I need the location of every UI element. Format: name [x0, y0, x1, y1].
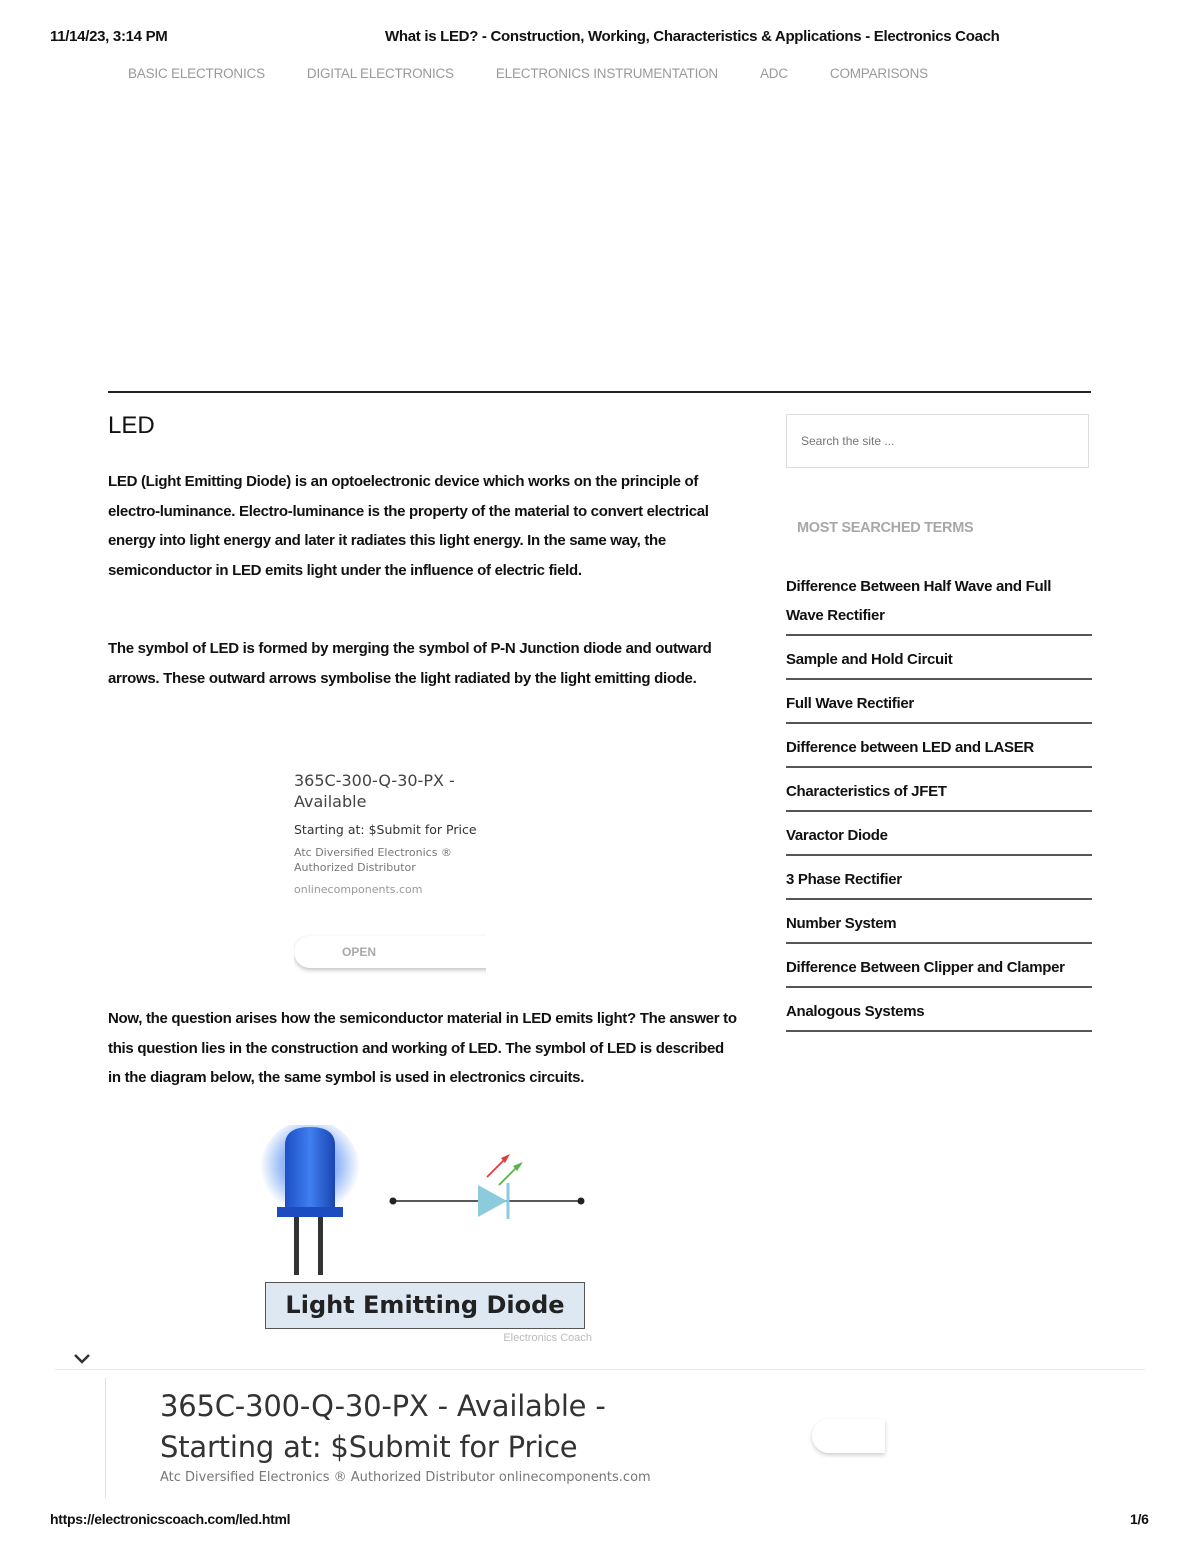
sidebar-term[interactable]: Sample and Hold Circuit — [786, 645, 1092, 680]
sidebar-term[interactable]: Characteristics of JFET — [786, 777, 1092, 812]
print-date: 11/14/23, 3:14 PM — [50, 28, 168, 45]
sidebar-term[interactable]: Difference Between Clipper and Clamper — [786, 953, 1092, 988]
diode-triangle — [478, 1185, 507, 1217]
most-searched-list — [786, 572, 1092, 1041]
sticky-ad-title[interactable] — [160, 1386, 606, 1468]
sticky-ad-button[interactable] — [812, 1419, 885, 1453]
sidebar-term[interactable]: Varactor Diode — [786, 821, 1092, 856]
nav-digital-electronics[interactable]: DIGITAL ELECTRONICS — [306, 66, 454, 81]
nav-adc[interactable]: ADC — [759, 66, 788, 81]
header-divider — [108, 391, 1091, 393]
ad-seller: Atc Diversified Electronics ® Authorized Distributor — [294, 846, 452, 874]
nav-comparisons[interactable]: COMPARISONS — [829, 66, 928, 81]
ad-open-button[interactable]: OPEN — [294, 936, 486, 968]
led-bulb — [285, 1127, 335, 1207]
sticky-ad-divider — [55, 1369, 1145, 1370]
sidebar-term[interactable]: Number System — [786, 909, 1092, 944]
led-rim — [277, 1207, 343, 1217]
led-lead-right — [318, 1217, 323, 1275]
article-paragraph-1: LED (Light Emitting Diode) is an optoelectronic device which works on the principle of electro-luminance. Electro-luminance is the property of the material to convert electrical energy into light energy and later it radiates this light energy. In the same way, the semiconductor in LED emits light under the influence of electric field. — [108, 473, 709, 579]
sidebar-term[interactable]: 3 Phase Rectifier — [786, 865, 1092, 900]
sticky-ad-border — [105, 1378, 106, 1498]
nav-electronics-instrumentation[interactable]: ELECTRONICS INSTRUMENTATION — [495, 66, 718, 81]
sticky-ad-subtitle: Atc Diversified Electronics ® Authorized Distributor onlinecomponents.com — [160, 1470, 651, 1485]
print-page-number: 1/6 — [1130, 1511, 1149, 1527]
diagram-credit: Electronics Coach — [503, 1332, 592, 1344]
diode-terminal-left — [390, 1198, 397, 1205]
sticky-ad-title-line1: 365C-300-Q-30-PX - Available - — [160, 1389, 606, 1423]
print-title: What is LED? - Construction, Working, Characteristics & Applications - Electronics Coach — [385, 28, 1000, 45]
led-lead-left — [294, 1217, 299, 1275]
print-url: https://electronicscoach.com/led.html — [50, 1511, 291, 1527]
ad-title: 365C-300-Q-30-PX - Available — [294, 771, 455, 811]
chevron-down-icon[interactable] — [72, 1352, 92, 1366]
led-diagram — [255, 1125, 600, 1350]
sidebar-term[interactable]: Analogous Systems — [786, 997, 1092, 1032]
sidebar-term[interactable]: Full Wave Rectifier — [786, 689, 1092, 724]
page-title: LED — [108, 412, 155, 439]
inline-ad[interactable] — [294, 770, 486, 982]
diagram-caption: Light Emitting Diode — [265, 1282, 585, 1329]
main-nav — [128, 66, 970, 81]
search-input[interactable] — [787, 415, 1088, 467]
sticky-ad-title-line2: Starting at: $Submit for Price — [160, 1430, 578, 1464]
article-paragraph-2: The symbol of LED is formed by merging the symbol of P-N Junction diode and outward arrows. These outward arrows symbolise the light radiated by the light emitting diode. — [108, 640, 712, 687]
sidebar-term[interactable]: Difference Between Half Wave and Full Wave Rectifier — [786, 572, 1092, 636]
sidebar-term[interactable]: Difference between LED and LASER — [786, 733, 1092, 768]
ad-domain: onlinecomponents.com — [294, 883, 423, 896]
nav-basic-electronics[interactable]: BASIC ELECTRONICS — [128, 66, 265, 81]
article-paragraph-3: Now, the question arises how the semiconductor material in LED emits light? The answer to this question lies in the construction and working of LED. The symbol of LED is described in the diagram below, the same symbol is used in electronics circuits. — [108, 1010, 737, 1086]
led-illustration — [255, 1125, 600, 1285]
search-box[interactable] — [786, 414, 1089, 468]
sidebar-heading: MOST SEARCHED TERMS — [797, 520, 974, 536]
diode-terminal-right — [578, 1198, 585, 1205]
ad-price: Starting at: $Submit for Price — [294, 822, 477, 837]
